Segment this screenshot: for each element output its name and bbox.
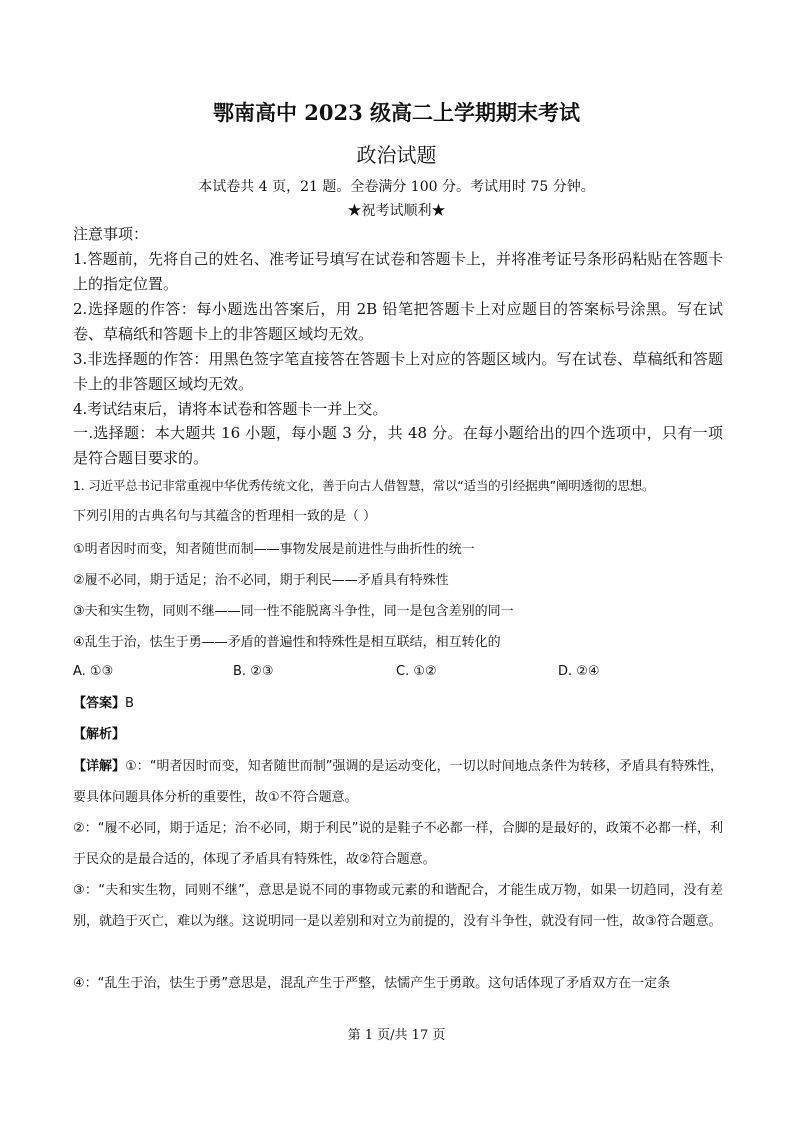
answer-line [73,688,723,719]
detail-text-1: ①：“明者因时而变，知者随世而制”强调的是运动变化，一切以时间地点条件为转移，矛盾具有特殊性，要具体问题具体分析的重要性，故①不符合题意。 [73,759,723,805]
option-c: C. ①② [396,664,437,679]
detail-label: 【详解】 [73,759,126,774]
page-number: 第 1 页/共 17 页 [347,1028,446,1043]
answer-options [73,658,723,686]
notice-item-2: 2.选择题的作答：每小题选出答案后，用 2B 铅笔把答题卡上对应题目的答案标号涂黑。写在试卷、草稿纸和答题卡上的非答题区域均无效。 [73,300,723,343]
answer-label: 【答案】 [73,696,126,711]
exam-subject: 政治试题 [356,143,437,167]
exam-info: 本试卷共 4 页，21 题。全卷满分 100 分。考试用时 75 分钟。 [198,179,595,195]
option-b: B. ②③ [233,664,274,679]
section-heading: 一.选择题：本大题共 16 小题，每小题 3 分，共 48 分。在每小题给出的四个选项中，只有一项是符合题目要求的。 [73,424,723,467]
exam-wish: ★祝考试顺利★ [347,203,446,219]
detail-2: ②：“履不必同，期于适足；治不必同，期于利民”说的是鞋子不必都一样，合脚的是最好的，政策不必都一样，利于民众的是最合适的，体现了矛盾具有特殊性，故②符合题意。 [73,821,723,867]
exam-title: 鄂南高中 2023 级高二上学期期末考试 [212,100,581,125]
detail-3: ③：“夫和实生物，同则不继”，意思是说不同的事物或元素的和谐配合，才能生成万物，如果一切趋同，没有差别，就趋于灭亡，难以为继。这说明同一是以差别和对立为前提的，没有斗争性，就没有同一性，故③符合题意。 [73,883,723,929]
detail-4: ④：“乱生于治，怯生于勇”意思是，混乱产生于严整，怯懦产生于勇敢。这句话体现了矛盾双方在一定条 [73,976,671,991]
analysis-label: 【解析】 [73,727,126,742]
notice-item-4: 4.考试结束后，请将本试卷和答题卡一并上交。 [73,400,388,418]
question-item-1: ①明者因时而变，知者随世而制——事物发展是前进性与曲折性的统一 [73,542,475,557]
question-stem-line-2: 下列引用的古典名句与其蕴含的哲理相一致的是（ ） [73,509,377,524]
question-item-4: ④乱生于治，怯生于勇——矛盾的普遍性和特殊性是相互联结，相互转化的 [73,635,501,650]
option-d: D. ②④ [558,664,600,679]
detail-1 [73,751,723,813]
question-stem-line-1: 1. 习近平总书记非常重视中华优秀传统文化，善于向古人借智慧，常以“适当的引经据典”阐明透彻的思想。 [73,478,655,493]
notice-heading: 注意事项： [73,225,149,243]
question-item-3: ③夫和实生物，同则不继——同一性不能脱离斗争性，同一是包含差别的同一 [73,604,514,619]
option-a: A. ①③ [73,664,114,679]
notice-item-1: 1.答题前，先将自己的姓名、准考证号填写在试卷和答题卡上，并将准考证号条形码粘贴在答题卡上的指定位置。 [73,250,723,293]
answer-value: B [125,696,134,711]
question-item-2: ②履不必同，期于适足；治不必同，期于利民——矛盾具有特殊性 [73,573,449,588]
notice-item-3: 3.非选择题的作答：用黑色签字笔直接答在答题卡上对应的答题区域内。写在试卷、草稿纸和答题卡上的非答题区域均无效。 [73,350,723,393]
